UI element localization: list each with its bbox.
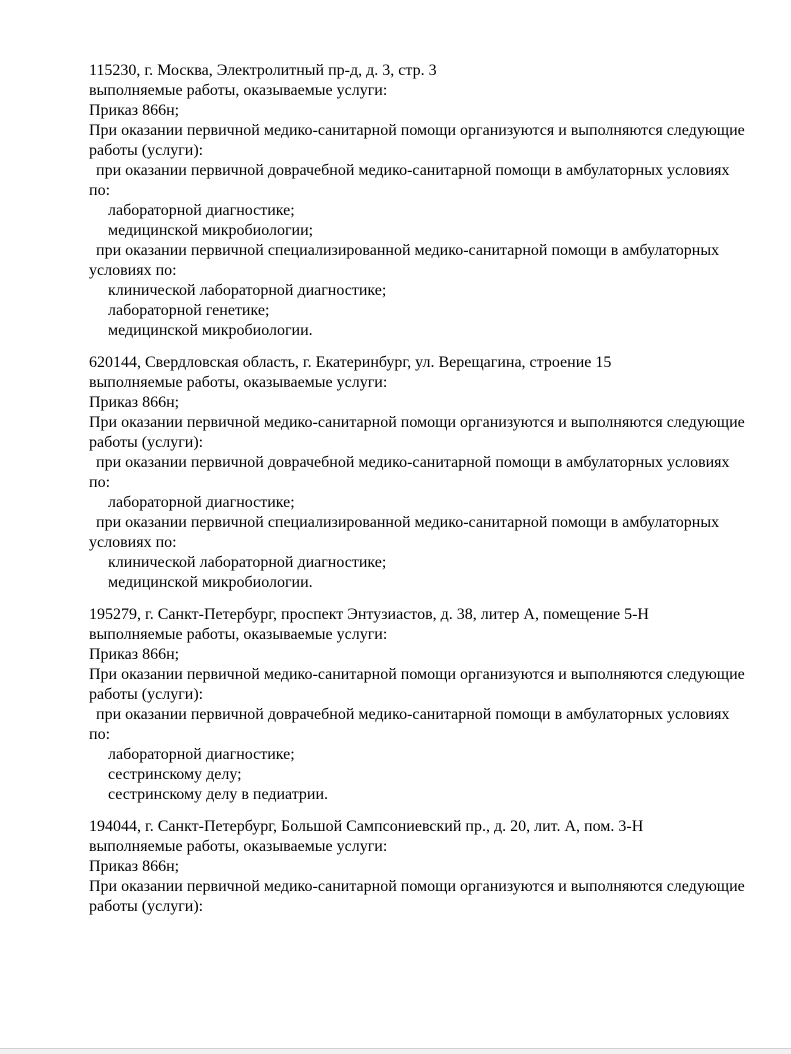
works-services-line: При оказании первичной медико-санитарной помощи организуются и выполняются следующие bbox=[89, 414, 745, 431]
address-line: 194044, г. Санкт-Петербург, Большой Сампсониевский пр., д. 20, лит. А, пом. 3-Н bbox=[89, 818, 644, 835]
works-services-line: выполняемые работы, оказываемые услуги: bbox=[89, 838, 388, 855]
address-line: 115230, г. Москва, Электролитный пр-д, д. 3, стр. 3 bbox=[89, 62, 437, 79]
works-services-line: при оказании первичной специализированной медико-санитарной помощи в амбулаторных bbox=[96, 514, 720, 531]
license-address-block bbox=[89, 817, 751, 917]
works-services-line: При оказании первичной медико-санитарной помощи организуются и выполняются следующие bbox=[89, 122, 745, 139]
works-services-line: работы (услуги): bbox=[89, 434, 204, 451]
license-address-block bbox=[89, 353, 751, 593]
works-services-line: лабораторной генетике; bbox=[108, 302, 270, 319]
works-services-line: условиях по: bbox=[89, 262, 177, 279]
works-services-line: Приказ 866н; bbox=[89, 646, 180, 663]
works-services-line: Приказ 866н; bbox=[89, 102, 180, 119]
works-services-line: при оказании первичной доврачебной медико-санитарной помощи в амбулаторных условиях bbox=[96, 162, 730, 179]
works-services-line: Приказ 866н; bbox=[89, 858, 180, 875]
license-address-block bbox=[89, 61, 751, 341]
works-services-line: при оказании первичной специализированной медико-санитарной помощи в амбулаторных bbox=[96, 242, 720, 259]
works-services-line: клинической лабораторной диагностике; bbox=[108, 554, 387, 571]
works-services-line: выполняемые работы, оказываемые услуги: bbox=[89, 626, 388, 643]
works-services-line: при оказании первичной доврачебной медико-санитарной помощи в амбулаторных условиях bbox=[96, 706, 730, 723]
works-services-line: работы (услуги): bbox=[89, 142, 204, 159]
address-line: 195279, г. Санкт-Петербург, проспект Энтузиастов, д. 38, литер А, помещение 5-Н bbox=[89, 606, 649, 623]
works-services-line: лабораторной диагностике; bbox=[108, 494, 295, 511]
works-services-line: Приказ 866н; bbox=[89, 394, 180, 411]
works-services-line: сестринскому делу в педиатрии. bbox=[108, 786, 329, 803]
license-address-block bbox=[89, 605, 751, 805]
works-services-line: клинической лабораторной диагностике; bbox=[108, 282, 387, 299]
works-services-line: медицинской микробиологии. bbox=[108, 322, 313, 339]
works-services-line: медицинской микробиологии. bbox=[108, 574, 313, 591]
works-services-line: по: bbox=[89, 726, 111, 743]
works-services-line: При оказании первичной медико-санитарной помощи организуются и выполняются следующие bbox=[89, 666, 745, 683]
works-services-line: медицинской микробиологии; bbox=[108, 222, 314, 239]
works-services-line: работы (услуги): bbox=[89, 686, 204, 703]
works-services-line: лабораторной диагностике; bbox=[108, 746, 295, 763]
works-services-line: по: bbox=[89, 474, 111, 491]
works-services-line: лабораторной диагностике; bbox=[108, 202, 295, 219]
license-addresses-list bbox=[89, 61, 751, 917]
works-services-line: сестринскому делу; bbox=[108, 766, 242, 783]
horizontal-scrollbar-track[interactable] bbox=[0, 1048, 791, 1054]
works-services-line: При оказании первичной медико-санитарной помощи организуются и выполняются следующие bbox=[89, 878, 745, 895]
works-services-line: по: bbox=[89, 182, 111, 199]
works-services-line: при оказании первичной доврачебной медико-санитарной помощи в амбулаторных условиях bbox=[96, 454, 730, 471]
works-services-line: выполняемые работы, оказываемые услуги: bbox=[89, 374, 388, 391]
works-services-line: условиях по: bbox=[89, 534, 177, 551]
works-services-line: выполняемые работы, оказываемые услуги: bbox=[89, 82, 388, 99]
works-services-line: работы (услуги): bbox=[89, 898, 204, 915]
address-line: 620144, Свердловская область, г. Екатеринбург, ул. Верещагина, строение 15 bbox=[89, 354, 612, 371]
